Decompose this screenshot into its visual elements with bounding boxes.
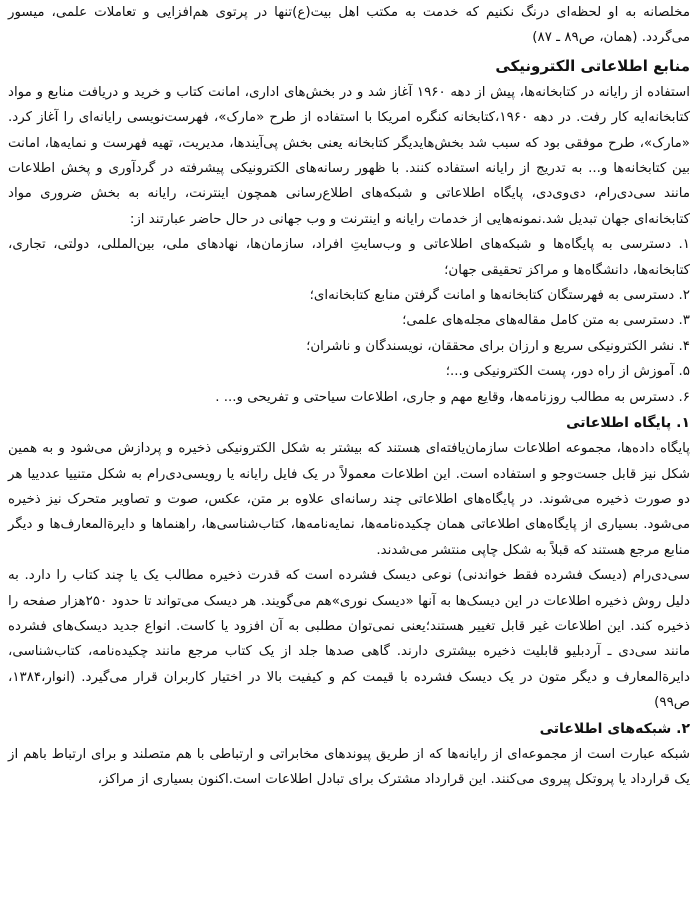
intro-paragraph: مخلصانه به او لحظه‌ای درنگ نکنیم که خدمت به مکتب اهل بیت(ع)تنها در پرتوی هم‌افزایی و تعاملات علمی، میسور می‌گردد. (همان، ص۸۹ ـ ۸۷) (8, 5, 690, 46)
subsection-heading-network: ۲. شبکه‌های اطلاعاتی (539, 720, 690, 737)
list-item: ۵. آموزش از راه دور، پست الکترونیکی و...؛ (445, 364, 690, 380)
services-list (8, 232, 690, 410)
list-item: ۶. دسترس به مطالب روزنامه‌ها، وقایع مهم و جاری، اطلاعات سیاحتی و تفریحی و... . (215, 389, 690, 405)
list-item: ۴. نشر الکترونیکی سریع و ارزان برای محققان، نویسندگان و ناشران؛ (306, 338, 690, 354)
cdrom-paragraph-text: سی‌دی‌رام (دیسک فشرده فقط خواندنی) نوعی دیسک فشرده است که قدرت ذخیره مطالب یک یا چند کتاب را دارد. به دلیل روش ذخیره اطلاعات در این دیسک‌ها به آنها «دیسک نوری»هم می‌گویند. هر دیسک می‌تواند تا حدود ۲۵۰هزار صفحه را ذخیره کند. این اطلاعات غیر قابل تغییر هستند؛یعنی نمی‌توان مطلبی به آن افزود یا کاست. انواع جدید دیسک‌های فشرده مانند سی‌دی ـ آردبلیو قابلیت ذخیره بیشتری دارند. گاهی صدها جلد از یک کتاب مرجع مانند چکیده‌نامه، کتاب‌شناسی، دایرة‌المعارف و دیگر متون در یک دیسک فشرده با قیمت کم و کیفیت بالا در اختیار کاربران قرار می‌گیرد. (8, 568, 690, 685)
cdrom-paragraph (8, 563, 690, 715)
network-paragraph: شبکه عبارت است از مجموعه‌ای از رایانه‌ها که از طریق پیوندهای مخابراتی و ارتباطی با هم متصلند و برای ارتباط باهم از یک قرارداد یا پروتکل پیروی می‌کنند. این قرارداد مشترک برای تبادل اطلاعات است.اکنون بسیاری از مراکز، (8, 746, 690, 787)
electronic-resources-paragraph: استفاده از رایانه در کتابخانه‌ها، پیش از دهه ۱۹۶۰ آغاز شد و در بخش‌های اداری، امانت کتاب و خرید و دریافت منابع و مواد کتابخانه‌ایه کار رفت. در دهه ۱۹۶۰،کتابخانه کنگره امریکا با استفاده از طرح «مارک»، فهرست‌نویسی رایانه‌ای را آغاز کرد. «مارک»، طرح موفقی بود که سبب شد بخش‌هایدیگر کتابخانه یعنی بخش پی‌آیندها، مدیریت، تهیه فهرست و نمایه‌ها، امانت بین کتابخانه‌ها و... به تدریج از رایانه استفاده کنند. با ظهور رسانه‌های الکترونیکی پیشرفته در گردآوری و پخش اطلاعات مانند سی‌دی‌رام، دی‌وی‌دی، پایگاه اطلاعاتی و شبکه‌های اطلاع‌رسانی همچون اینترنت، رایانه به بخش ضروری مواد کتابخانه‌ای جهان تبدیل شد.نمونه‌هایی از خدمات رایانه و اینترنت و وب جهانی در حال حاضر عبارتند از: (8, 84, 690, 227)
list-item: ۱. دسترسی به پایگاه‌ها و شبکه‌های اطلاعاتی و وب‌سایتِ افراد، سازمان‌ها، نهادهای ملی، بین‌المللی، دولتی، تجاری، کتابخانه‌ها، دانشگاه‌ها و مراکز تحقیقی جهان؛ (8, 237, 690, 278)
subsection-heading-database: ۱. پایگاه اطلاعاتی (566, 415, 690, 432)
document-page (8, 0, 690, 792)
list-item: ۲. دسترسی به فهرستگان کتابخانه‌ها و امانت گرفتن منابع کتابخانه‌ای؛ (309, 288, 690, 304)
citation: (انوار،۱۳۸۴، ص۹۹) (8, 669, 690, 711)
list-item: ۳. دسترسی به متن کامل مقاله‌های مجله‌های علمی؛ (402, 313, 690, 329)
database-paragraph: پایگاه داده‌ها، مجموعه اطلاعات سازمان‌یافته‌ای هستند که بیشتر به شکل الکترونیکی ذخیره و پردازش می‌شود و به همین شکل نیز قابل جست‌وجو و استفاده است. این اطلاعات معمولاً در یک فایل رایانه یا رویسی‌دی‌رام به شکل متنییا عددییا هر دو صورت ذخیره می‌شوند. در پایگاه‌های اطلاعاتی چند رسانه‌ای علاوه بر متن، عکس، صوت و تصاویر متحرک نیز ذخیره می‌شود. بسیاری از پایگاه‌های اطلاعاتی همان چکیده‌نامه‌ها، نمایه‌نامه‌ها، کتاب‌شناسی‌ها، راهنماها و دایرة‌المعارف‌ها و دیگر منابع مرجع هستند که قبلاً به شکل چاپی منتشر می‌شدند. (8, 441, 690, 558)
section-heading-electronic-resources: منابع اطلاعاتی الکترونیکی (495, 56, 690, 75)
